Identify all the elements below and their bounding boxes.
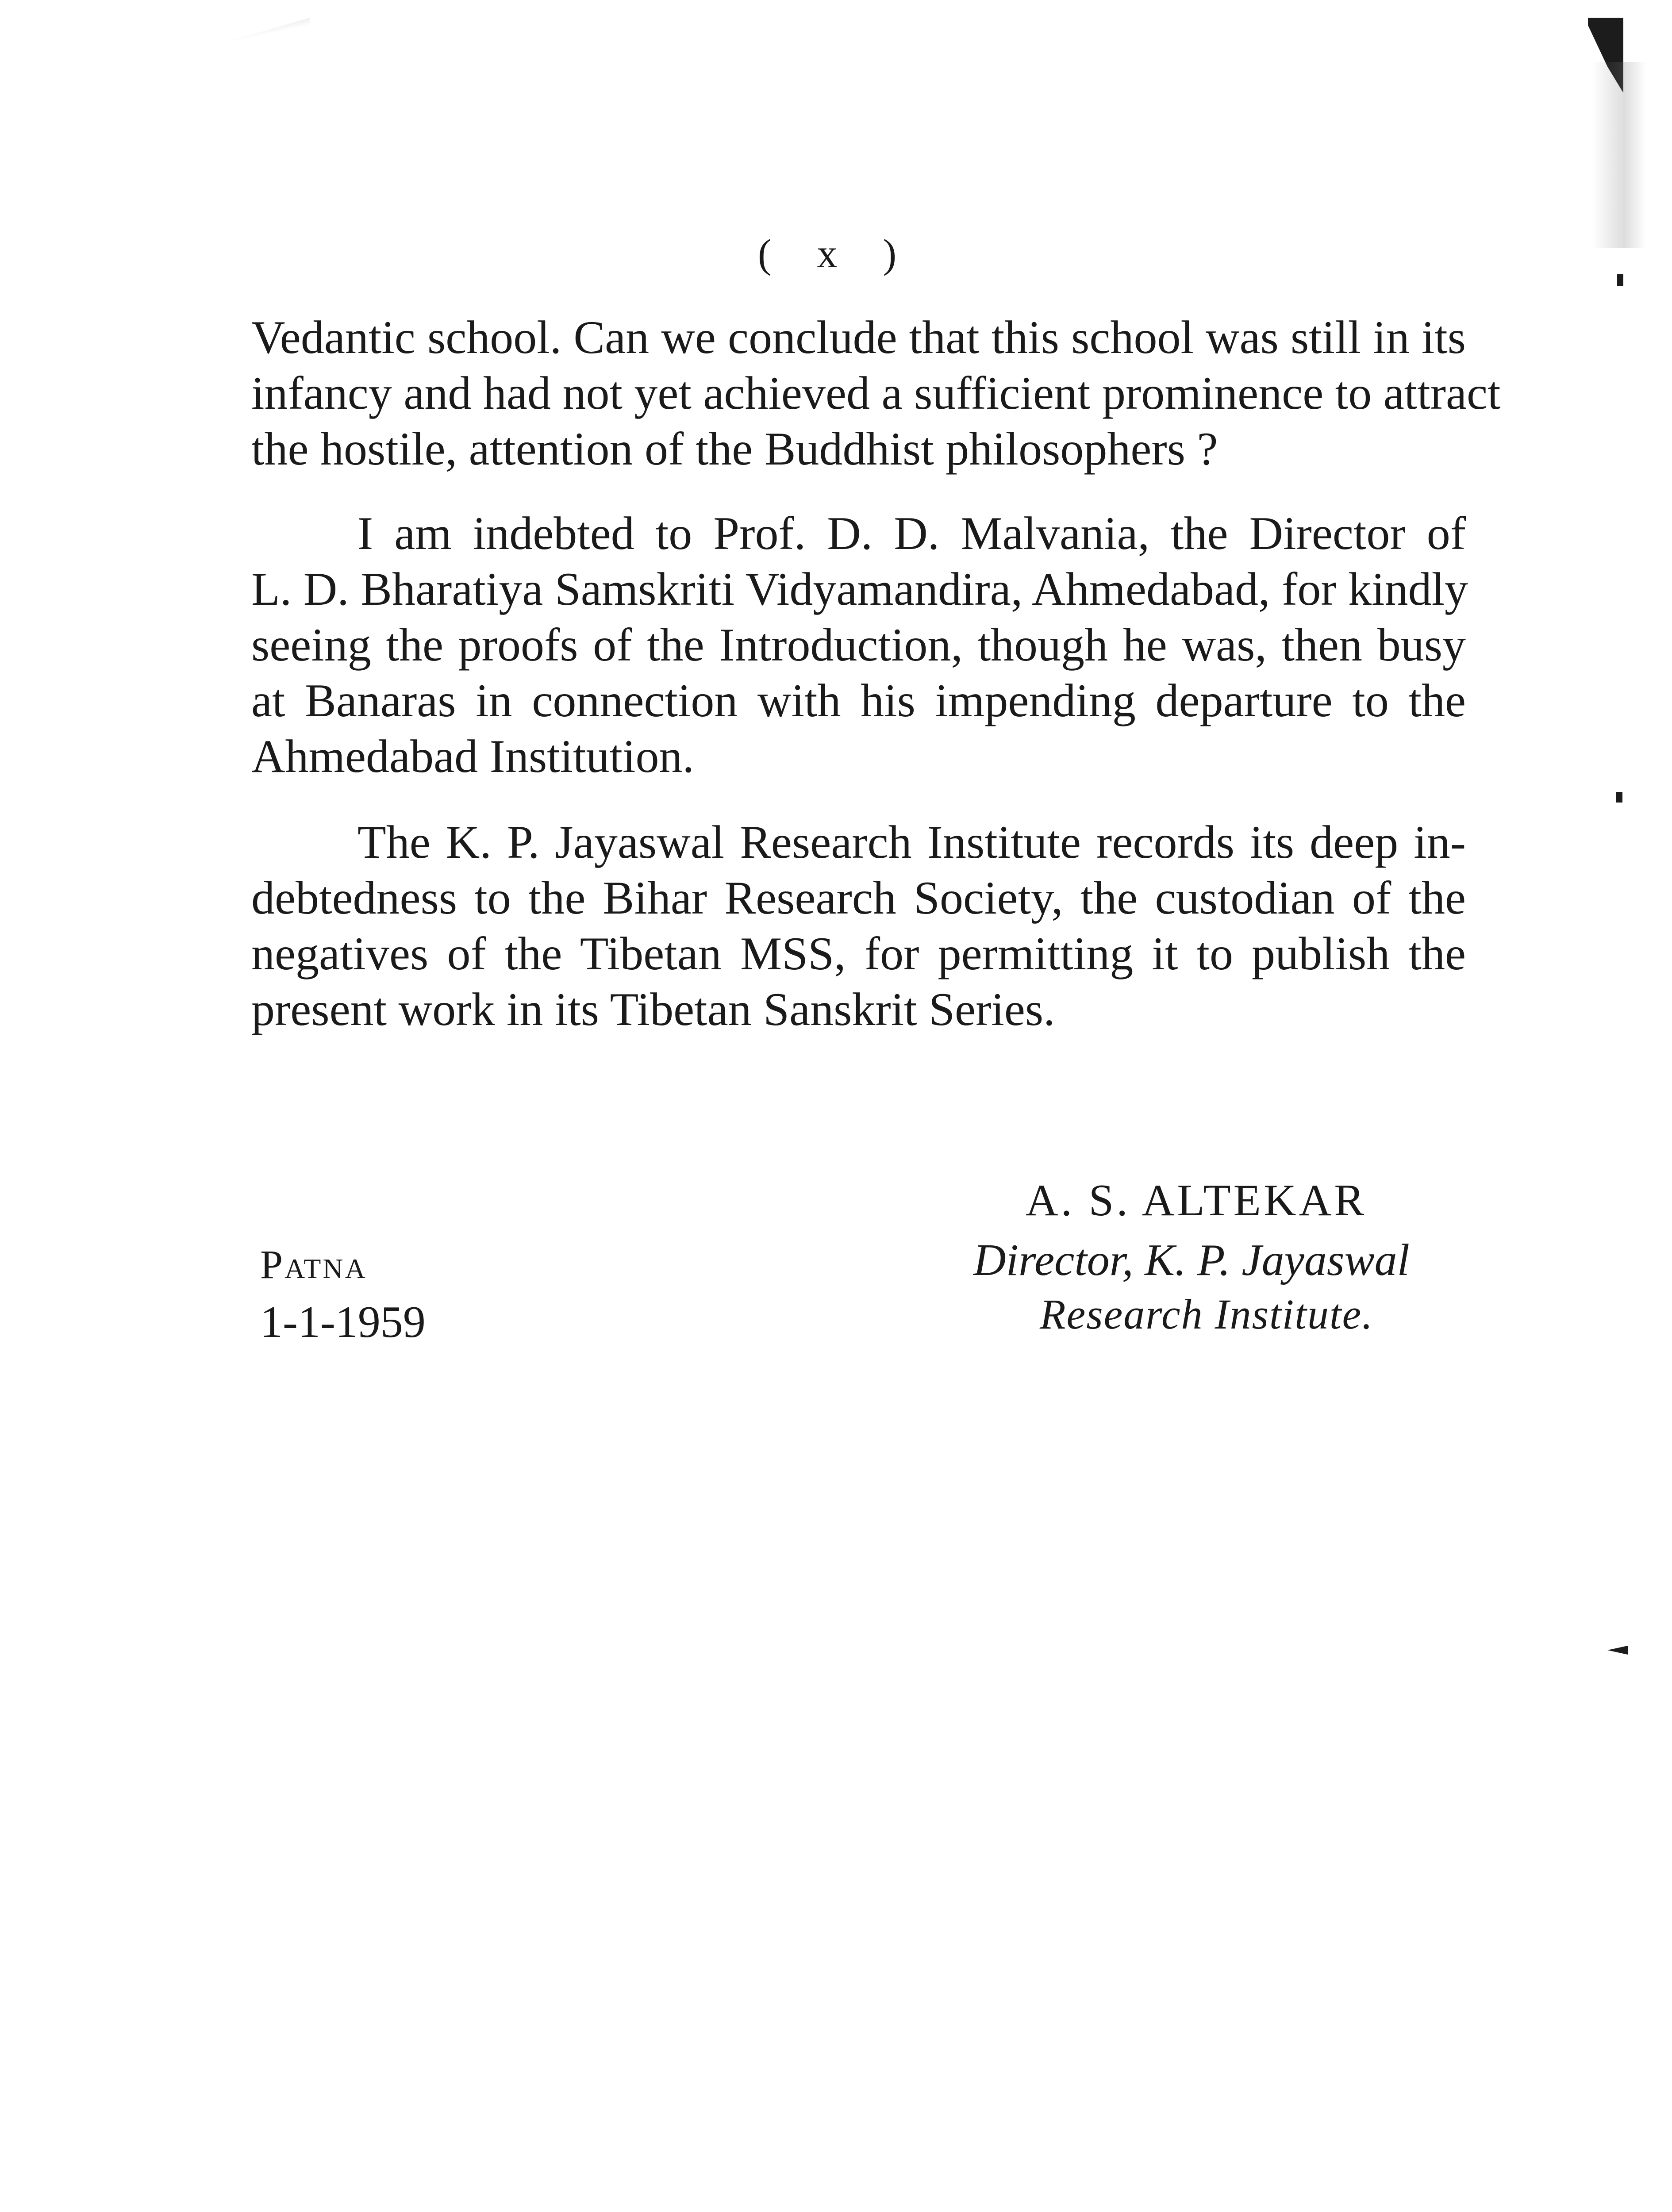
scan-dot-right-2 bbox=[1616, 792, 1622, 803]
signatory-title-line1: Director, K. P. Jayaswal bbox=[973, 1235, 1410, 1285]
paragraph-line: L. D. Bharatiya Samskriti Vidyamandira, Ahmedabad, for kindly bbox=[251, 563, 1468, 615]
paragraph-line: negatives of the Tibetan MSS, for permitting it to publish the bbox=[251, 928, 1466, 979]
paragraph-1 bbox=[251, 310, 1501, 477]
paragraph-line: Ahmedabad Institution. bbox=[251, 730, 694, 782]
signatory-name: A. S. ALTEKAR bbox=[1026, 1175, 1367, 1225]
scan-shade-right-edge bbox=[1592, 62, 1645, 248]
paragraph-line: seeing the proofs of the Introduction, though he was, then busy bbox=[251, 619, 1466, 671]
signatory-title-line2: Research Institute. bbox=[1040, 1290, 1374, 1338]
paragraph-line: present work in its Tibetan Sanskrit Series. bbox=[251, 983, 1055, 1035]
scan-dot-right-3 bbox=[1607, 1646, 1628, 1655]
paragraph-line: Vedantic school. Can we conclude that this school was still in its bbox=[251, 311, 1466, 363]
page-number: ( x ) bbox=[757, 231, 915, 276]
paragraph-3 bbox=[251, 814, 1466, 1037]
scan-shadow-top-left bbox=[0, 18, 310, 168]
paragraph-line: the hostile, attention of the Buddhist philosophers ? bbox=[251, 423, 1218, 475]
paragraph-line: I am indebted to Prof. D. D. Malvania, the Director of bbox=[357, 507, 1466, 559]
closing-date: 1-1-1959 bbox=[260, 1297, 426, 1347]
paragraph-line: debtedness to the Bihar Research Society, the custodian of the bbox=[251, 872, 1466, 924]
paragraph-line: at Banaras in connection with his impending departure to the bbox=[251, 675, 1466, 726]
paragraph-line: The K. P. Jayaswal Research Institute records its deep in- bbox=[357, 816, 1466, 868]
paragraph-2 bbox=[251, 506, 1466, 784]
paragraph-line: infancy and had not yet achieved a sufficient prominence to attract bbox=[251, 367, 1501, 419]
closing-place: Patna bbox=[260, 1242, 367, 1287]
